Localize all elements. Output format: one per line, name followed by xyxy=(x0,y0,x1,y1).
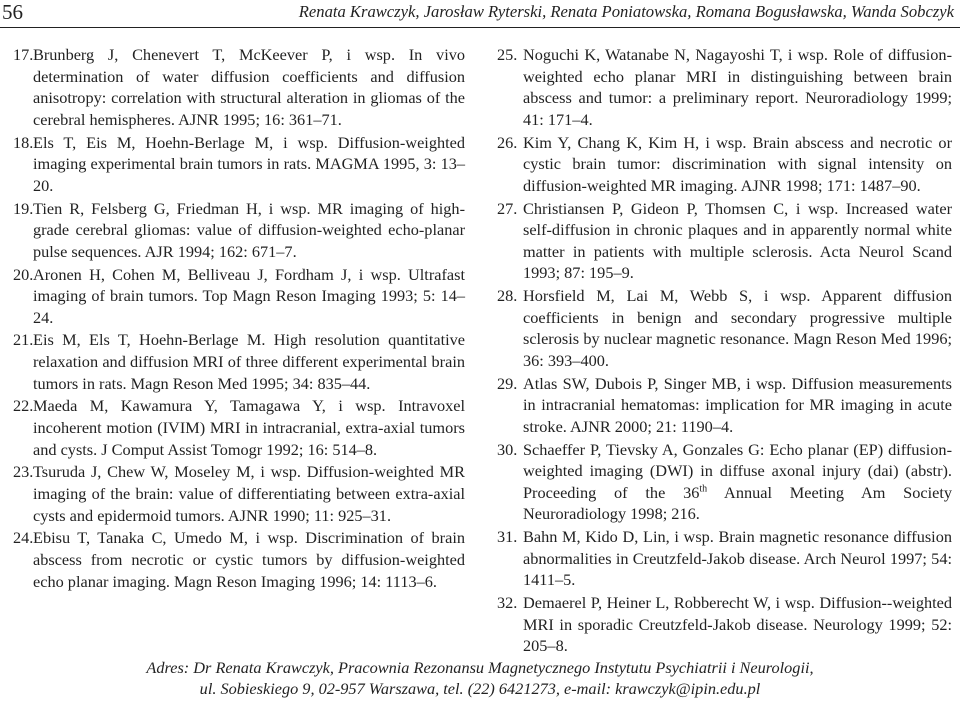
reference-item xyxy=(497,373,952,438)
reference-number: 17. xyxy=(13,45,34,64)
reference-text: Eis M, Els T, Hoehn-Berlage M. High resolution quantitative relaxation and diffusion MRI of three different experimental brain tumors in rats. Magn Reson Med 1995; 34: 835–44. xyxy=(33,330,465,393)
reference-item xyxy=(497,592,952,657)
reference-text: Atlas SW, Dubois P, Singer MB, i wsp. Diffusion measurements in intracranial hematomas: implication for MR imaging in acute stroke. AJNR 2000; 21: 1190–4. xyxy=(523,373,952,436)
header-rule xyxy=(0,27,960,28)
address-line-2: ul. Sobieskiego 9, 02-957 Warszawa, tel. (22) 6421273, e-mail: krawczyk@ipin.edu.pl xyxy=(199,679,761,698)
reference-text: Kim Y, Chang K, Kim H, i wsp. Brain abscess and necrotic or cystic brain tumor: discrimination with signal intensity on diffusion-weighted MR imaging. AJNR 1998; 171: 1487–90. xyxy=(523,132,952,195)
reference-text: Noguchi K, Watanabe N, Nagayoshi T, i wsp. Role of diffusion-weighted echo planar MRI in distinguishing between brain abscess and tumor: a preliminary report. Neuroradiology 1999; 41: 171–4. xyxy=(523,45,952,129)
reference-item xyxy=(13,44,465,130)
correspondence-address xyxy=(0,657,960,699)
reference-number: 22. xyxy=(13,396,34,416)
reference-text: Tsuruda J, Chew W, Moseley M, i wsp. Diffusion-weighted MR imaging of the brain: value of differentiating between extra-axial cysts and epidermoid tumors. AJNR 1990; 11: 925–31. xyxy=(33,462,465,525)
reference-item xyxy=(497,44,952,130)
reference-item xyxy=(13,329,465,394)
reference-number: 31. xyxy=(497,527,518,547)
page-header xyxy=(0,0,960,26)
reference-item xyxy=(497,285,952,371)
reference-item xyxy=(13,461,465,526)
reference-item xyxy=(13,395,465,460)
reference-list-left xyxy=(13,44,465,592)
reference-number: 28. xyxy=(497,286,518,306)
reference-list-right xyxy=(497,44,952,657)
reference-text: Brunberg J, Chenevert T, McKeever P, i wsp. In vivo determination of water diffusion coefficients and diffusion anisotropy: correlation with structural alteration in gliomas of the cerebral hemispheres. AJNR 1995; 16: 361–71. xyxy=(33,45,465,129)
references-column-right xyxy=(497,44,952,658)
reference-item xyxy=(13,132,465,197)
reference-number: 30. xyxy=(497,439,518,459)
reference-number: 19. xyxy=(13,198,34,218)
reference-text: Els T, Eis M, Hoehn-Berlage M, i wsp. Diffusion-weighted imaging experimental brain tumors in rats. MAGMA 1995, 3: 13–20. xyxy=(33,132,465,195)
reference-number: 25. xyxy=(497,45,518,64)
reference-item xyxy=(13,527,465,592)
reference-text: Schaeffer P, Tievsky A, Gonzales G: Echo planar (EP) diffusion-weighted imaging (DWI) in diffuse axonal injury (dai) (abstr). Proceeding of the 36 xyxy=(523,439,952,502)
reference-number: 18. xyxy=(13,132,34,152)
page-number: 56 xyxy=(2,0,23,24)
reference-item xyxy=(497,439,952,525)
reference-number: 20. xyxy=(13,264,34,284)
running-head-authors: Renata Krawczyk, Jarosław Ryterski, Renata Poniatowska, Romana Bogusławska, Wanda Sobczyk xyxy=(298,2,954,21)
reference-item xyxy=(497,526,952,591)
reference-text: Tien R, Felsberg G, Friedman H, i wsp. MR imaging of high-grade cerebral gliomas: value of diffusion-weighted echo-planar pulse sequences. AJR 1994; 162: 671–7. xyxy=(33,198,465,261)
reference-item xyxy=(13,198,465,263)
reference-number: 23. xyxy=(13,462,34,482)
reference-text: Bahn M, Kido D, Lin, i wsp. Brain magnetic resonance diffusion abnormalities in Creutzfeld-Jakob disease. Arch Neurol 1997; 54: 1411–5. xyxy=(523,527,952,590)
reference-superscript: th xyxy=(699,483,708,495)
reference-number: 24. xyxy=(13,528,34,548)
address-line-1: Adres: Dr Renata Krawczyk, Pracownia Rezonansu Magnetycznego Instytutu Psychiatrii i Neurologii, xyxy=(146,658,814,677)
reference-number: 26. xyxy=(497,132,518,152)
reference-item xyxy=(13,264,465,329)
reference-number: 21. xyxy=(13,330,34,350)
reference-text: Demaerel P, Heiner L, Robberecht W, i wsp. Diffusion--weighted MRI in sporadic Creutzfeld-Jakob disease. Neurology 1999; 52: 205–8. xyxy=(523,593,952,656)
reference-text: Maeda M, Kawamura Y, Tamagawa Y, i wsp. Intravoxel incoherent motion (IVIM) MRI in intracranial, extra-axial tumors and cysts. J Comput Assist Tomogr 1992; 16: 514–8. xyxy=(33,396,465,459)
reference-item xyxy=(497,132,952,197)
reference-text: Aronen H, Cohen M, Belliveau J, Fordham J, i wsp. Ultrafast imaging of brain tumors. Top Magn Reson Imaging 1993; 5: 14–24. xyxy=(33,264,465,327)
reference-text: Christiansen P, Gideon P, Thomsen C, i wsp. Increased water self-diffusion in chronic plaques and in apparently normal white matter in patients with multiple sclerosis. Acta Neurol Scand 1993; 87: 195–9. xyxy=(523,198,952,283)
reference-number: 27. xyxy=(497,198,518,218)
reference-number: 32. xyxy=(497,593,518,613)
reference-text-continued: Annual Meeting Am Society Neuroradiology 1998; 216. xyxy=(523,482,952,524)
reference-item xyxy=(497,198,952,284)
reference-number: 29. xyxy=(497,373,518,393)
reference-text: Ebisu T, Tanaka C, Umedo M, i wsp. Discrimination of brain abscess from necrotic or cystic tumors by diffusion-weighted echo planar imaging. Magn Reson Imaging 1996; 14: 1113–6. xyxy=(33,528,465,591)
reference-text: Horsfield M, Lai M, Webb S, i wsp. Apparent diffusion coefficients in benign and secondary progressive multiple sclerosis by nuclear magnetic resonance. Magn Reson Med 1996; 36: 393–400. xyxy=(523,286,952,370)
references-column-left xyxy=(13,44,465,593)
